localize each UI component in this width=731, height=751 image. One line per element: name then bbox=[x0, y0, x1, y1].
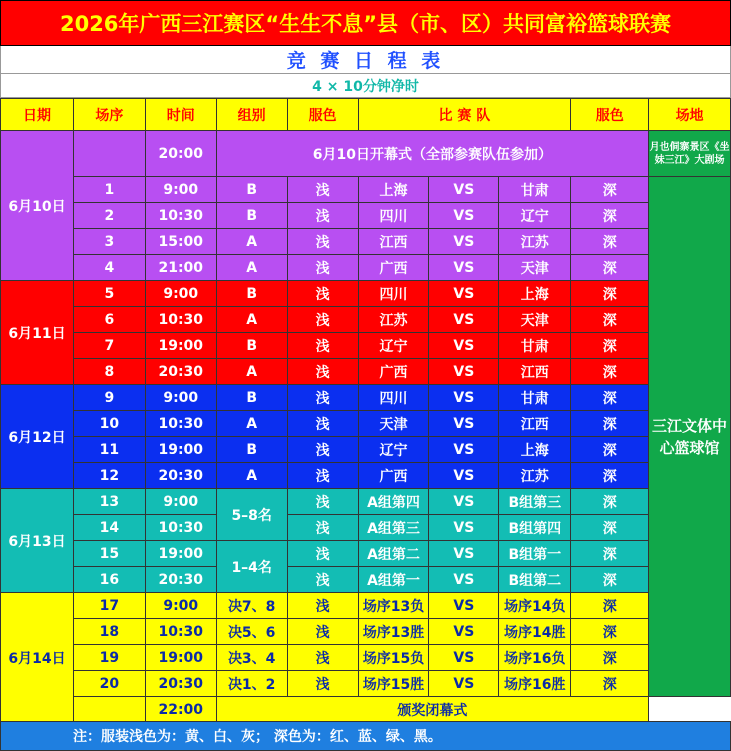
kit-home: 浅 bbox=[287, 411, 358, 437]
team-away: 江西 bbox=[499, 359, 571, 385]
game-time: 19:00 bbox=[145, 645, 216, 671]
kit-away: 深 bbox=[571, 567, 649, 593]
kit-home: 浅 bbox=[287, 307, 358, 333]
kit-home: 浅 bbox=[287, 515, 358, 541]
kit-color-note: 注：服装浅色为：黄、白、灰； 深色为：红、蓝、绿、黑。 bbox=[0, 721, 731, 751]
kit-home: 浅 bbox=[287, 177, 358, 203]
vs-label: VS bbox=[429, 593, 499, 619]
vs-label: VS bbox=[429, 177, 499, 203]
kit-home: 浅 bbox=[287, 359, 358, 385]
game-time: 10:30 bbox=[145, 411, 216, 437]
game-no: 17 bbox=[73, 593, 145, 619]
game-group: B bbox=[216, 333, 287, 359]
kit-home: 浅 bbox=[287, 437, 358, 463]
table-row bbox=[1, 385, 731, 411]
team-home: 场序13负 bbox=[358, 593, 429, 619]
game-time: 20:30 bbox=[145, 567, 216, 593]
game-no: 19 bbox=[73, 645, 145, 671]
game-no: 15 bbox=[73, 541, 145, 567]
team-home: A组第二 bbox=[358, 541, 429, 567]
game-no: 20 bbox=[73, 671, 145, 697]
vs-label: VS bbox=[429, 411, 499, 437]
vs-label: VS bbox=[429, 281, 499, 307]
team-away: 辽宁 bbox=[499, 203, 571, 229]
kit-away: 深 bbox=[571, 619, 649, 645]
empty-cell bbox=[73, 131, 145, 177]
team-away: 场序14负 bbox=[499, 593, 571, 619]
kit-home: 浅 bbox=[287, 619, 358, 645]
game-no: 12 bbox=[73, 463, 145, 489]
game-no: 5 bbox=[73, 281, 145, 307]
kit-home: 浅 bbox=[287, 567, 358, 593]
day-date: 6月14日 bbox=[1, 593, 74, 723]
team-home: 江苏 bbox=[358, 307, 429, 333]
team-home: 广西 bbox=[358, 359, 429, 385]
closing-ceremony: 颁奖闭幕式 bbox=[216, 697, 648, 723]
kit-home: 浅 bbox=[287, 281, 358, 307]
header-order: 场序 bbox=[73, 99, 145, 131]
team-home: 辽宁 bbox=[358, 437, 429, 463]
ceremony-time: 22:00 bbox=[145, 697, 216, 723]
vs-label: VS bbox=[429, 385, 499, 411]
header-kit-away: 服色 bbox=[571, 99, 649, 131]
kit-away: 深 bbox=[571, 671, 649, 697]
table-row bbox=[1, 255, 731, 281]
game-time: 9:00 bbox=[145, 593, 216, 619]
game-time: 19:00 bbox=[145, 333, 216, 359]
kit-away: 深 bbox=[571, 411, 649, 437]
opening-ceremony: 6月10日开幕式（全部参赛队伍参加） bbox=[216, 131, 648, 177]
table-row bbox=[1, 281, 731, 307]
team-away: B组第三 bbox=[499, 489, 571, 515]
header-group: 组别 bbox=[216, 99, 287, 131]
game-time: 9:00 bbox=[145, 385, 216, 411]
vs-label: VS bbox=[429, 541, 499, 567]
kit-away: 深 bbox=[571, 385, 649, 411]
team-home: 场序15负 bbox=[358, 645, 429, 671]
game-time: 9:00 bbox=[145, 281, 216, 307]
table-row bbox=[1, 645, 731, 671]
game-group: 决5、6 bbox=[216, 619, 287, 645]
team-away: B组第一 bbox=[499, 541, 571, 567]
vs-label: VS bbox=[429, 645, 499, 671]
team-away: 天津 bbox=[499, 307, 571, 333]
vs-label: VS bbox=[429, 671, 499, 697]
table-row bbox=[1, 515, 731, 541]
team-away: 天津 bbox=[499, 255, 571, 281]
kit-home: 浅 bbox=[287, 203, 358, 229]
vs-label: VS bbox=[429, 229, 499, 255]
kit-home: 浅 bbox=[287, 255, 358, 281]
team-home: A组第四 bbox=[358, 489, 429, 515]
game-no: 1 bbox=[73, 177, 145, 203]
table-row bbox=[1, 437, 731, 463]
vs-label: VS bbox=[429, 463, 499, 489]
closing-ceremony-row bbox=[1, 697, 731, 723]
game-time: 10:30 bbox=[145, 307, 216, 333]
game-time: 19:00 bbox=[145, 437, 216, 463]
table-row bbox=[1, 463, 731, 489]
opening-ceremony-row bbox=[1, 131, 731, 177]
game-no: 11 bbox=[73, 437, 145, 463]
header-date: 日期 bbox=[1, 99, 74, 131]
game-no: 6 bbox=[73, 307, 145, 333]
header-time: 时间 bbox=[145, 99, 216, 131]
table-row bbox=[1, 203, 731, 229]
kit-away: 深 bbox=[571, 463, 649, 489]
empty-cell bbox=[73, 697, 145, 723]
game-no: 10 bbox=[73, 411, 145, 437]
game-no: 7 bbox=[73, 333, 145, 359]
team-away: 场序16负 bbox=[499, 645, 571, 671]
team-home: 四川 bbox=[358, 203, 429, 229]
header-kit-home: 服色 bbox=[287, 99, 358, 131]
team-away: B组第二 bbox=[499, 567, 571, 593]
team-away: 甘肃 bbox=[499, 333, 571, 359]
vs-label: VS bbox=[429, 489, 499, 515]
kit-away: 深 bbox=[571, 593, 649, 619]
team-away: B组第四 bbox=[499, 515, 571, 541]
game-no: 3 bbox=[73, 229, 145, 255]
team-home: 场序15胜 bbox=[358, 671, 429, 697]
game-group: 5–8名 bbox=[216, 489, 287, 541]
table-row bbox=[1, 619, 731, 645]
game-time: 10:30 bbox=[145, 619, 216, 645]
game-group: A bbox=[216, 229, 287, 255]
game-no: 4 bbox=[73, 255, 145, 281]
team-away: 场序16胜 bbox=[499, 671, 571, 697]
game-no: 13 bbox=[73, 489, 145, 515]
game-group: B bbox=[216, 203, 287, 229]
game-group: B bbox=[216, 385, 287, 411]
game-time: 15:00 bbox=[145, 229, 216, 255]
venue-main: 三江文体中心篮球馆 bbox=[649, 177, 731, 697]
table-row bbox=[1, 333, 731, 359]
team-away: 上海 bbox=[499, 437, 571, 463]
table-row bbox=[1, 671, 731, 697]
vs-label: VS bbox=[429, 567, 499, 593]
game-time: 10:30 bbox=[145, 515, 216, 541]
game-group: B bbox=[216, 177, 287, 203]
day-date: 6月12日 bbox=[1, 385, 74, 489]
vs-label: VS bbox=[429, 333, 499, 359]
vs-label: VS bbox=[429, 515, 499, 541]
kit-away: 深 bbox=[571, 437, 649, 463]
kit-away: 深 bbox=[571, 359, 649, 385]
table-row bbox=[1, 489, 731, 515]
day-date: 6月11日 bbox=[1, 281, 74, 385]
day-date: 6月13日 bbox=[1, 489, 74, 593]
day-date: 6月10日 bbox=[1, 131, 74, 281]
kit-away: 深 bbox=[571, 255, 649, 281]
schedule-subtitle: 竞 赛 日 程 表 bbox=[0, 46, 731, 74]
kit-away: 深 bbox=[571, 333, 649, 359]
team-away: 江苏 bbox=[499, 463, 571, 489]
team-home: 四川 bbox=[358, 385, 429, 411]
game-group: A bbox=[216, 411, 287, 437]
vs-label: VS bbox=[429, 437, 499, 463]
team-home: 上海 bbox=[358, 177, 429, 203]
game-time: 19:00 bbox=[145, 541, 216, 567]
game-group: B bbox=[216, 437, 287, 463]
table-row bbox=[1, 359, 731, 385]
kit-home: 浅 bbox=[287, 463, 358, 489]
game-no: 16 bbox=[73, 567, 145, 593]
game-time: 20:30 bbox=[145, 671, 216, 697]
kit-away: 深 bbox=[571, 203, 649, 229]
team-home: A组第一 bbox=[358, 567, 429, 593]
game-no: 9 bbox=[73, 385, 145, 411]
team-away: 江西 bbox=[499, 411, 571, 437]
game-group: 1–4名 bbox=[216, 541, 287, 593]
schedule-table bbox=[0, 98, 731, 723]
kit-away: 深 bbox=[571, 541, 649, 567]
kit-away: 深 bbox=[571, 489, 649, 515]
team-home: 天津 bbox=[358, 411, 429, 437]
vs-label: VS bbox=[429, 255, 499, 281]
game-group: A bbox=[216, 255, 287, 281]
team-away: 场序14胜 bbox=[499, 619, 571, 645]
kit-home: 浅 bbox=[287, 593, 358, 619]
kit-home: 浅 bbox=[287, 229, 358, 255]
team-home: A组第三 bbox=[358, 515, 429, 541]
game-group: A bbox=[216, 463, 287, 489]
team-home: 江西 bbox=[358, 229, 429, 255]
game-no: 8 bbox=[73, 359, 145, 385]
kit-home: 浅 bbox=[287, 489, 358, 515]
header-teams: 比 赛 队 bbox=[358, 99, 571, 131]
game-time: 20:30 bbox=[145, 463, 216, 489]
team-away: 甘肃 bbox=[499, 177, 571, 203]
vs-label: VS bbox=[429, 203, 499, 229]
table-row bbox=[1, 593, 731, 619]
kit-home: 浅 bbox=[287, 385, 358, 411]
table-row bbox=[1, 541, 731, 567]
vs-label: VS bbox=[429, 359, 499, 385]
game-group: 决1、2 bbox=[216, 671, 287, 697]
kit-away: 深 bbox=[571, 281, 649, 307]
kit-away: 深 bbox=[571, 515, 649, 541]
team-away: 甘肃 bbox=[499, 385, 571, 411]
game-no: 18 bbox=[73, 619, 145, 645]
vs-label: VS bbox=[429, 307, 499, 333]
table-row bbox=[1, 307, 731, 333]
game-no: 2 bbox=[73, 203, 145, 229]
team-home: 广西 bbox=[358, 463, 429, 489]
kit-home: 浅 bbox=[287, 671, 358, 697]
kit-away: 深 bbox=[571, 229, 649, 255]
game-group: 决3、4 bbox=[216, 645, 287, 671]
kit-home: 浅 bbox=[287, 333, 358, 359]
kit-home: 浅 bbox=[287, 645, 358, 671]
table-row bbox=[1, 177, 731, 203]
game-time: 9:00 bbox=[145, 177, 216, 203]
team-home: 辽宁 bbox=[358, 333, 429, 359]
kit-home: 浅 bbox=[287, 541, 358, 567]
team-home: 场序13胜 bbox=[358, 619, 429, 645]
game-time: 21:00 bbox=[145, 255, 216, 281]
team-away: 江苏 bbox=[499, 229, 571, 255]
vs-label: VS bbox=[429, 619, 499, 645]
kit-away: 深 bbox=[571, 177, 649, 203]
team-home: 广西 bbox=[358, 255, 429, 281]
table-row bbox=[1, 567, 731, 593]
kit-away: 深 bbox=[571, 307, 649, 333]
game-format: 4 × 10分钟净时 bbox=[0, 74, 731, 98]
ceremony-time: 20:00 bbox=[145, 131, 216, 177]
game-group: 决7、8 bbox=[216, 593, 287, 619]
page-title: 2026年广西三江赛区“生生不息”县（市、区）共同富裕篮球联赛 bbox=[0, 0, 731, 46]
header-row bbox=[1, 99, 731, 131]
kit-away: 深 bbox=[571, 645, 649, 671]
venue-opening: 月也侗寨景区《坐妹三江》大剧场 bbox=[649, 131, 731, 177]
header-venue: 场地 bbox=[649, 99, 731, 131]
table-row bbox=[1, 229, 731, 255]
game-group: A bbox=[216, 307, 287, 333]
team-home: 四川 bbox=[358, 281, 429, 307]
game-time: 20:30 bbox=[145, 359, 216, 385]
game-group: A bbox=[216, 359, 287, 385]
table-row bbox=[1, 411, 731, 437]
game-time: 10:30 bbox=[145, 203, 216, 229]
game-group: B bbox=[216, 281, 287, 307]
game-no: 14 bbox=[73, 515, 145, 541]
game-time: 9:00 bbox=[145, 489, 216, 515]
team-away: 上海 bbox=[499, 281, 571, 307]
